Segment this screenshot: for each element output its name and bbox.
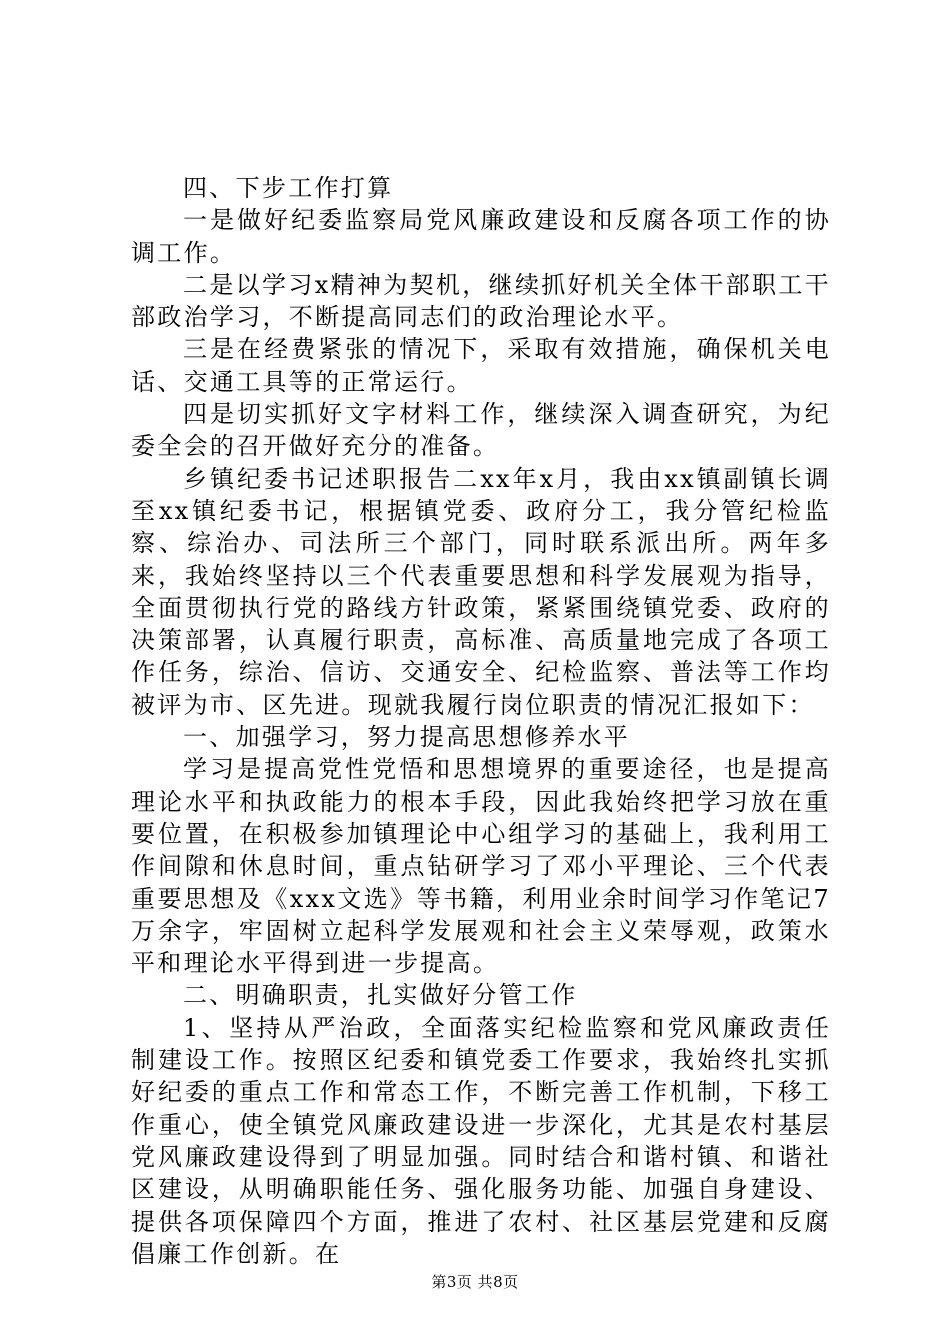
- paragraph-plan-two: 二是以学习x精神为契机，继续抓好机关全体干部职工干部政治学习，不断提高同志们的政治理论水平。: [131, 270, 831, 332]
- page-number: 第3页 共8页: [431, 1273, 519, 1291]
- section-heading-next-steps: 四、下步工作打算: [183, 174, 394, 202]
- paragraph-plan-three: 三是在经费紧张的情况下，采取有效措施，确保机关电话、交通工具等的正常运行。: [131, 335, 831, 396]
- section-heading-study: 一、加强学习，努力提高思想修养水平: [183, 723, 631, 752]
- section-heading-duties: 二、明确职责，扎实做好分管工作: [183, 981, 578, 1010]
- document-body: [131, 172, 831, 1270]
- paragraph-report-intro: 乡镇纪委书记述职报告二xx年x月，我由xx镇副镇长调至xx镇纪委书记，根据镇党委、政府分工，我分管纪检监察、综治办、司法所三个部门，同时联系派出所。两年多来，我始终坚持以三个代表重要思想和科学发展观为指导，全面贯彻执行党的路线方针政策，紧紧围绕镇党委、政府的决策部署，认真履行职责，高标准、高质量地完成了各项工作任务，综治、信访、交通安全、纪检监察、普法等工作均被评为市、区先进。现就我履行岗位职责的情况汇报如下：: [131, 464, 831, 719]
- paragraph-plan-one: 一是做好纪委监察局党风廉政建设和反腐各项工作的协调工作。: [131, 206, 831, 267]
- paragraph-duties-one: 1、坚持从严治政，全面落实纪检监察和党风廉政责任制建设工作。按照区纪委和镇党委工作要求，我始终扎实抓好纪委的重点工作和常态工作，不断完善工作机制，下移工作重心，使全镇党风廉政建设进一步深化，尤其是农村基层党风廉政建设得到了明显加强。同时结合和谐村镇、和谐社区建设，从明确职能任务、强化服务功能、加强自身建设、提供各项保障四个方面，推进了农村、社区基层党建和反腐倡廉工作创新。在: [131, 1013, 831, 1268]
- paragraph-study: 学习是提高党性党悟和思想境界的重要途径，也是提高理论水平和执政能力的根本手段，因此我始终把学习放在重要位置，在积极参加镇理论中心组学习的基础上，我利用工作间隙和休息时间，重点钻研学习了邓小平理论、三个代表重要思想及《xxx文选》等书籍，利用业余时间学习作笔记7万余字，牢固树立起科学发展观和社会主义荣辱观，政策水平和理论水平得到进一步提高。: [131, 755, 831, 978]
- paragraph-plan-four: 四是切实抓好文字材料工作，继续深入调查研究，为纪委全会的召开做好充分的准备。: [131, 400, 831, 461]
